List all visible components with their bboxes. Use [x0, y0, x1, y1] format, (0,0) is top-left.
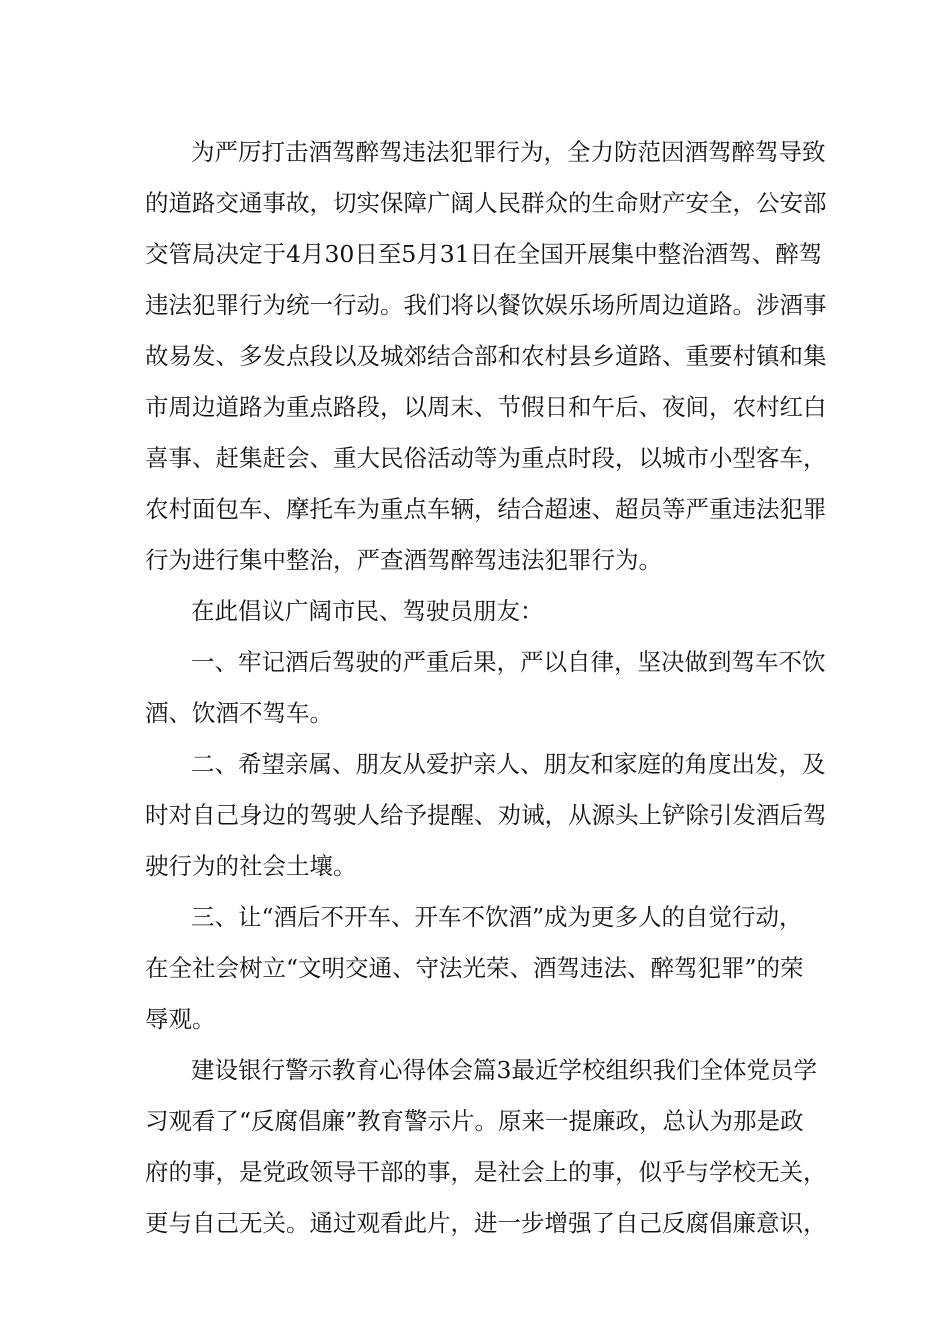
text-line: 二、希望亲属、朋友从爱护亲人、朋友和家庭的角度出发，及 — [191, 750, 826, 778]
text-line: 故易发、多发点段以及城郊结合部和农村县乡道路、重要村镇和集 — [145, 342, 827, 370]
text-line: 更与自己无关。通过观看此片，进一步增强了自己反腐倡廉意识， — [145, 1209, 827, 1237]
text-line: 市周边道路为重点路段，以周末、节假日和午后、夜间，农村红白 — [145, 393, 827, 421]
text-line: 习观看了“反腐倡廉”教育警示片。原来一提廉政，总认为那是政 — [145, 1107, 804, 1135]
text-line: 一、牢记酒后驾驶的严重后果，严以自律，坚决做到驾车不饮 — [191, 648, 826, 676]
text-line: 为严厉打击酒驾醉驾违法犯罪行为，全力防范因酒驾醉驾导致 — [191, 138, 826, 166]
text-line: 交管局决定于4月30日至5月31日在全国开展集中整治酒驾、醉驾 — [145, 240, 823, 268]
text-line: 时对自己身边的驾驶人给予提醒、劝诫，从源头上铲除引发酒后驾 — [145, 801, 827, 829]
text-line: 的道路交通事故，切实保障广阔人民群众的生命财产安全，公安部 — [145, 189, 827, 217]
text-line: 府的事，是党政领导干部的事，是社会上的事，似乎与学校无关， — [145, 1158, 827, 1186]
text-line: 违法犯罪行为统一行动。我们将以餐饮娱乐场所周边道路。涉酒事 — [145, 291, 827, 319]
text-line: 驶行为的社会土壤。 — [145, 852, 357, 880]
text-line: 喜事、赶集赶会、重大民俗活动等为重点时段，以城市小型客车， — [145, 444, 827, 472]
text-line: 辱观。 — [145, 1005, 216, 1033]
text-line: 农村面包车、摩托车为重点车辆，结合超速、超员等严重违法犯罪 — [145, 495, 827, 523]
text-line: 酒、饮酒不驾车。 — [145, 699, 333, 727]
text-line: 在全社会树立“文明交通、守法光荣、酒驾违法、醉驾犯罪”的荣 — [145, 954, 804, 982]
text-line: 三、让“酒后不开车、开车不饮酒”成为更多人的自觉行动， — [191, 903, 803, 931]
text-line: 在此倡议广阔市民、驾驶员朋友： — [191, 597, 544, 625]
text-line: 行为进行集中整治，严查酒驾醉驾违法犯罪行为。 — [145, 546, 662, 574]
text-line: 建设银行警示教育心得体会篇3最近学校组织我们全体党员学 — [191, 1056, 817, 1084]
